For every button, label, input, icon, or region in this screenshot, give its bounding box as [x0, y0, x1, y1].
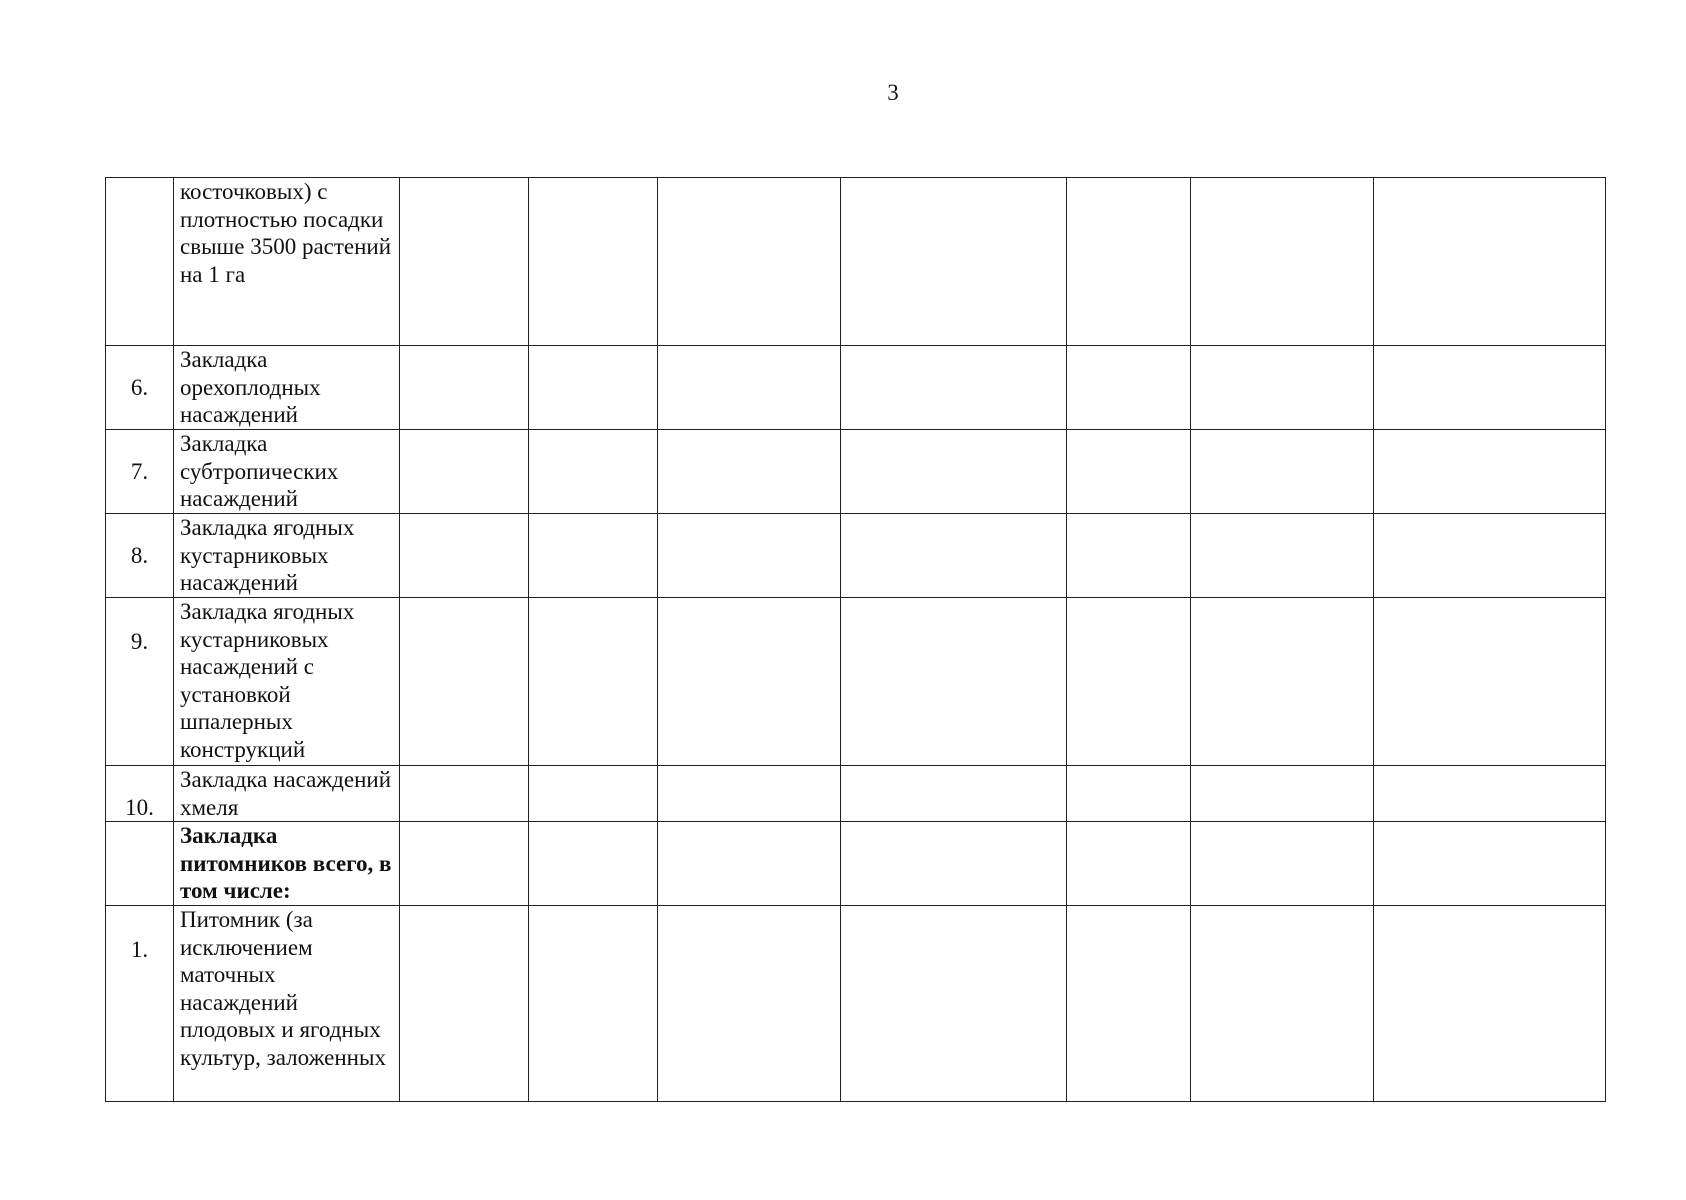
- table-cell: [1374, 178, 1606, 346]
- table-row: [106, 178, 1606, 346]
- table-cell: [1374, 598, 1606, 766]
- table-cell: [1191, 514, 1374, 598]
- row-label: Закладка питомников всего, в том числе:: [174, 822, 400, 906]
- table-cell: [658, 514, 841, 598]
- table-cell: [658, 178, 841, 346]
- table-cell: [1374, 346, 1606, 430]
- table-cell: [1374, 906, 1606, 1102]
- table-cell: [529, 598, 658, 766]
- table-cell: [529, 514, 658, 598]
- table-cell: [529, 906, 658, 1102]
- table-cell: [658, 430, 841, 514]
- page-number: 3: [887, 80, 899, 105]
- table-cell: [1067, 822, 1191, 906]
- table-row: [106, 346, 1606, 430]
- table-cell: [841, 822, 1067, 906]
- table-row: [106, 906, 1606, 1102]
- table-cell: [400, 598, 529, 766]
- table-row: [106, 430, 1606, 514]
- table-cell: [841, 598, 1067, 766]
- table-cell: [841, 430, 1067, 514]
- table-cell: [1067, 346, 1191, 430]
- table-cell: [400, 766, 529, 822]
- table-cell: [1067, 598, 1191, 766]
- table-row: [106, 822, 1606, 906]
- table-cell: [529, 430, 658, 514]
- table-cell: [400, 346, 529, 430]
- row-label: Закладка субтропических насаждений: [174, 430, 400, 514]
- table-cell: [1191, 346, 1374, 430]
- table-cell: [400, 822, 529, 906]
- table-cell: [1374, 514, 1606, 598]
- table-cell: [400, 430, 529, 514]
- row-number: [106, 822, 174, 906]
- table-cell: [529, 178, 658, 346]
- table-cell: [1191, 766, 1374, 822]
- table-cell: [1191, 430, 1374, 514]
- table-cell: [1374, 766, 1606, 822]
- data-table: [105, 177, 1606, 1102]
- row-label: Закладка орехоплодных насаждений: [174, 346, 400, 430]
- table-cell: [1191, 178, 1374, 346]
- table-cell: [1191, 822, 1374, 906]
- row-label: Закладка ягодных кустарниковых насаждений: [174, 514, 400, 598]
- table-cell: [1191, 598, 1374, 766]
- table-cell: [1374, 430, 1606, 514]
- table-row: [106, 766, 1606, 822]
- table-row: [106, 598, 1606, 766]
- row-number: 9.: [106, 598, 174, 766]
- table-cell: [1067, 766, 1191, 822]
- table-cell: [1067, 514, 1191, 598]
- row-number: [106, 178, 174, 346]
- row-label: Питомник (за исключением маточных насаждений плодовых и ягодных культур, заложенных: [174, 906, 400, 1102]
- row-label: Закладка ягодных кустарниковых насаждений с установкой шпалерных конструкций: [174, 598, 400, 766]
- table-cell: [658, 906, 841, 1102]
- row-label: косточковых) с плотностью посадки свыше 3500 растений на 1 га: [174, 178, 400, 346]
- row-number: 1.: [106, 906, 174, 1102]
- table-cell: [529, 766, 658, 822]
- table-cell: [1067, 178, 1191, 346]
- table-cell: [400, 906, 529, 1102]
- row-number: 7.: [106, 430, 174, 514]
- table-cell: [658, 766, 841, 822]
- table-cell: [841, 766, 1067, 822]
- table-cell: [841, 178, 1067, 346]
- table-cell: [841, 906, 1067, 1102]
- table-cell: [1374, 822, 1606, 906]
- table-cell: [1191, 906, 1374, 1102]
- table-cell: [400, 178, 529, 346]
- table-cell: [841, 514, 1067, 598]
- row-number: 8.: [106, 514, 174, 598]
- row-number: 10.: [106, 766, 174, 822]
- table-cell: [529, 346, 658, 430]
- table-row: [106, 514, 1606, 598]
- table-cell: [658, 598, 841, 766]
- table-cell: [1067, 906, 1191, 1102]
- row-number: 6.: [106, 346, 174, 430]
- table-cell: [529, 822, 658, 906]
- table-cell: [658, 346, 841, 430]
- row-label: Закладка насаждений хмеля: [174, 766, 400, 822]
- table-cell: [1067, 430, 1191, 514]
- table-cell: [841, 346, 1067, 430]
- table-cell: [658, 822, 841, 906]
- table-cell: [400, 514, 529, 598]
